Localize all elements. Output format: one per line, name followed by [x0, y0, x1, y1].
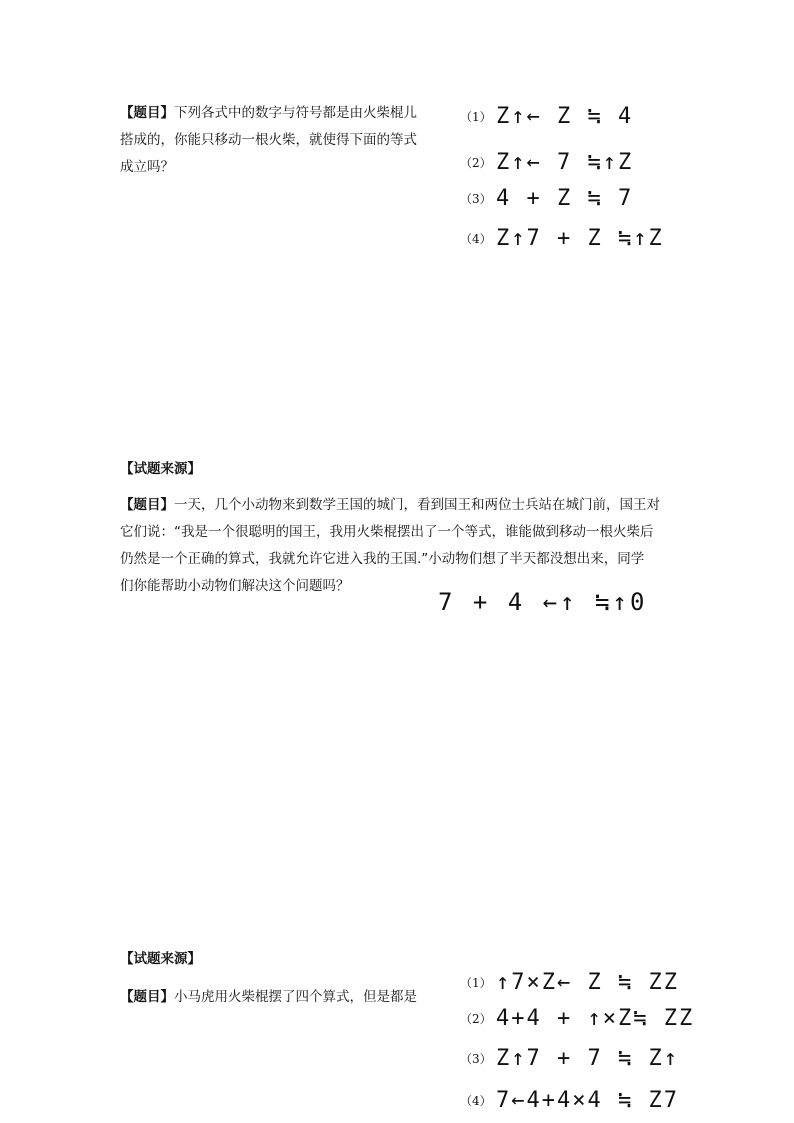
matchstick-equation: 4+4 + ↑×Z≒ ZZ — [496, 1006, 695, 1031]
equation-number: （4） — [460, 1094, 492, 1108]
matchstick-equation: ↑7×Z← Z ≒ ZZ — [496, 970, 679, 995]
question-line: 一天，几个小动物来到数学王国的城门，看到国王和两位士兵站在城门前，国王对 — [174, 497, 660, 513]
equation-number: （2） — [460, 1012, 492, 1026]
question-3-text — [120, 984, 450, 1011]
equation-number: （3） — [460, 192, 492, 206]
source-heading: 【试题来源】 — [120, 951, 201, 967]
matchstick-equation: 7 + 4 ←↑ ≒↑0 — [438, 588, 648, 616]
matchstick-equation: Z↑7 + 7 ≒ Z↑ — [496, 1046, 679, 1071]
question-1 — [120, 100, 440, 181]
equation-row — [460, 970, 679, 995]
question-tag: 【题目】 — [120, 105, 174, 121]
question-line: 下列各式中的数字与符号都是由火柴棍儿 — [174, 105, 417, 121]
equation-row — [460, 1006, 694, 1031]
matchstick-equation: Z↑← Z ≒ 4 — [496, 104, 634, 129]
equation-number: （4） — [460, 232, 492, 246]
question-line: 成立吗？ — [120, 159, 174, 175]
source-heading: 【试题来源】 — [120, 461, 201, 477]
question-2-text — [120, 492, 700, 600]
equation-row — [460, 1088, 679, 1113]
equation-row — [460, 104, 633, 129]
matchstick-equation: Z↑7 + Z ≒↑Z — [496, 226, 664, 251]
equation-row — [460, 226, 664, 251]
equation-number: （1） — [460, 110, 492, 124]
question-2 — [120, 492, 700, 600]
equation-number: （1） — [460, 976, 492, 990]
question-line: 小马虎用火柴棍摆了四个算式，但是都是 — [174, 989, 417, 1005]
question-line: 仍然是一个正确的算式，我就允许它进入我的王国.”小动物们想了半天都没想出来，同学 — [120, 551, 645, 567]
question-line: 们你能帮助小动物们解决这个问题吗？ — [120, 578, 350, 594]
question-tag: 【题目】 — [120, 497, 174, 513]
equation-number: （2） — [460, 156, 492, 170]
equation-row — [460, 186, 633, 211]
equation-number: （3） — [460, 1052, 492, 1066]
question-line: 搭成的，你能只移动一根火柴，就使得下面的等式 — [120, 132, 417, 148]
equation-row — [460, 150, 633, 175]
question-tag: 【题目】 — [120, 989, 174, 1005]
matchstick-equation: 4 + Z ≒ 7 — [496, 186, 634, 211]
matchstick-equation: 7←4+4×4 ≒ Z7 — [496, 1088, 679, 1113]
equation-row — [460, 1046, 679, 1071]
question-line: 它们说：“我是一个很聪明的国王，我用火柴棍摆出了一个等式，谁能做到移动一根火柴后 — [120, 524, 654, 540]
matchstick-equation: Z↑← 7 ≒↑Z — [496, 150, 634, 175]
question-1-text — [120, 100, 440, 181]
